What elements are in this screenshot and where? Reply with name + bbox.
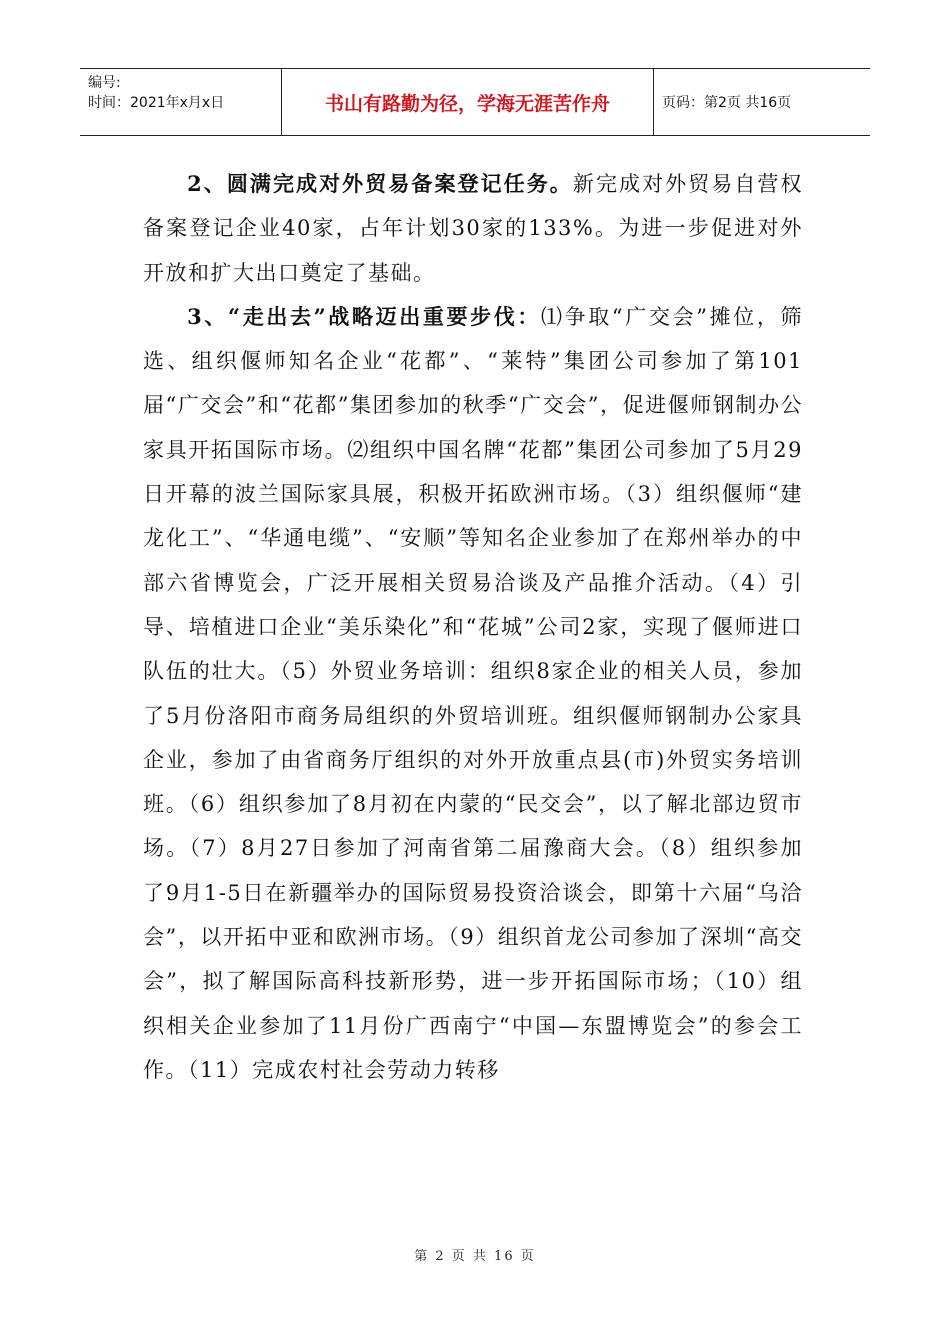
doc-number-label: 编号: (88, 75, 121, 91)
header-page-info: 页码：第2页 共16页 (662, 95, 792, 111)
paragraph-heading: 3、“走出去”战略迈出重要步伐： (187, 303, 542, 329)
document-body (143, 162, 803, 1092)
doc-time-label: 时间：2021年x月x日 (88, 95, 225, 111)
paragraph-trade-registration (143, 162, 803, 295)
page-header (80, 68, 870, 136)
paragraph-heading: 2、圆满完成对外贸易备案登记任务。 (187, 171, 573, 196)
header-meta (80, 69, 282, 135)
paragraph-going-global (143, 295, 803, 1092)
paragraph-text: 新完成对外贸易自营权备案登记企业40家，占年计划30家的133%。为进一步促进对外开放和扩大出口奠定了基础。 (143, 172, 803, 285)
header-motto: 书山有路勤为径，学海无涯苦作舟 (282, 69, 654, 135)
page-footer: 第 2 页 共 16 页 (414, 1249, 536, 1264)
paragraph-text: ⑴争取“广交会”摊位，筛选、组织偃师知名企业“花都”、“莱特”集团公司参加了第101届“广交会”和“花都”集团参加的秋季“广交会”，促进偃师钢制办公家具开拓国际市场。⑵组织中国名牌“花都”集团公司参加了5月29日开幕的波兰国际家具展，积极开拓欧洲市场。（3）组织偃师“建龙化工”、“华通电缆”、“安顺”等知名企业参加了在郑州举办的中部六省博览会，广泛开展相关贸易洽谈及产品推介活动。（4）引导、培植进口企业“美乐染化”和“花城”公司2家，实现了偃师进口队伍的壮大。（5）外贸业务培训：组织8家企业的相关人员，参加了5月份洛阳市商务局组织的外贸培训班。组织偃师钢制办公家具企业，参加了由省商务厅组织的对外开放重点县(市)外贸实务培训班。（6）组织参加了8月初在内蒙的“民交会”，以了解北部边贸市场。（7）8月27日参加了河南省第二届豫商大会。（8）组织参加了9月1-5日在新疆举办的国际贸易投资洽谈会，即第十六届“乌洽会”，以开拓中亚和欧洲市场。（9）组织首龙公司参加了深圳“高交会”，拟了解国际高科技新形势，进一步开拓国际市场；（10）组织相关企业参加了11月份广西南宁“中国—东盟博览会”的参会工作。（11）完成农村社会劳动力转移 (143, 304, 803, 1082)
